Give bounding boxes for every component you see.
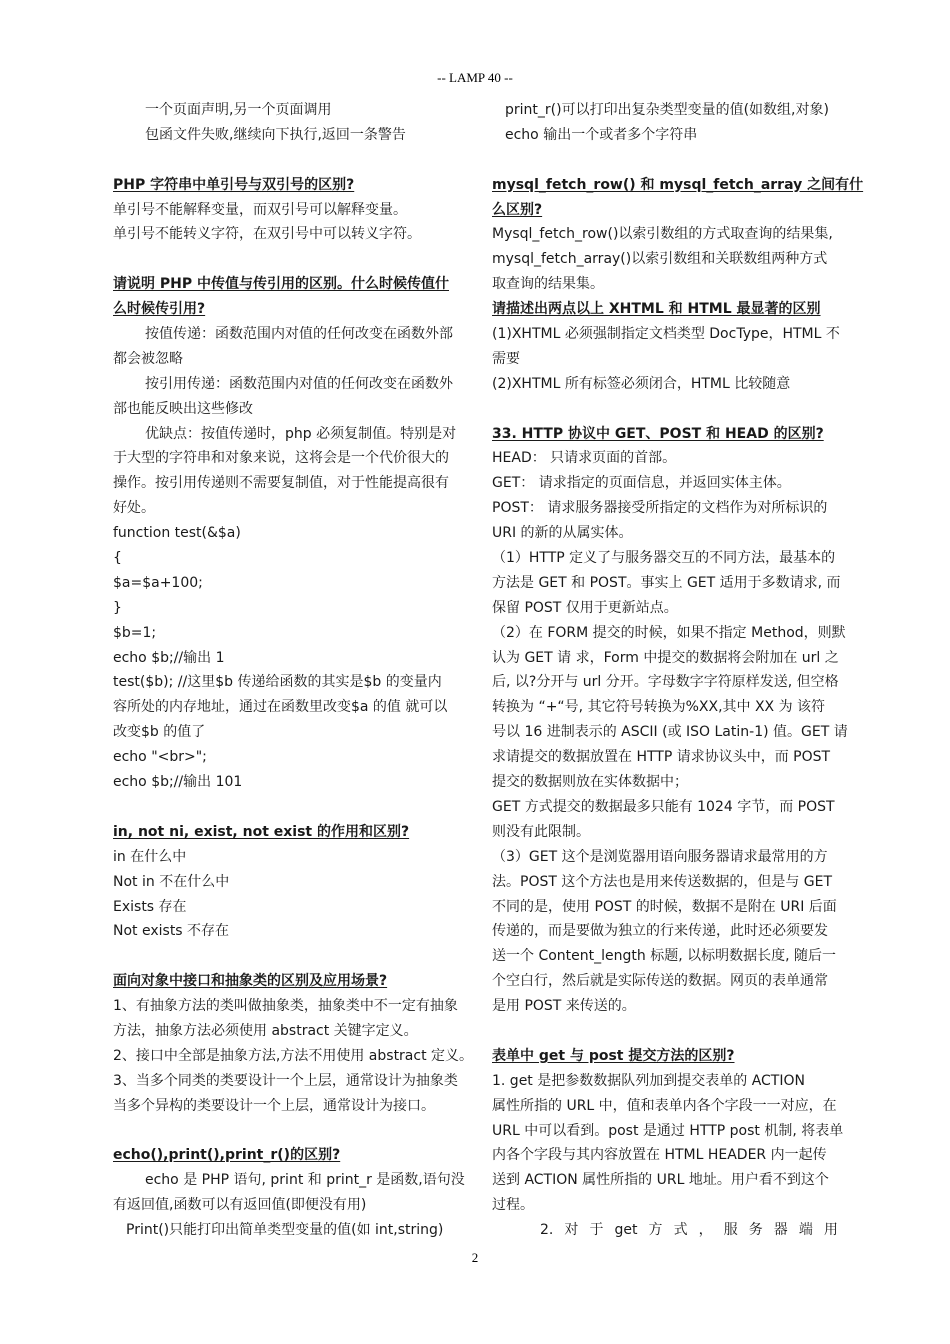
- text-line: GET 方式提交的数据最多只能有 1024 字节，而 POST: [492, 798, 835, 815]
- text-line: 1、有抽象方法的类叫做抽象类，抽象类中不一定有抽象: [113, 998, 458, 1015]
- spacer: [492, 397, 838, 422]
- text-line: 送到 ACTION 属性所指的 URL 地址。用户看不到这个: [492, 1172, 829, 1189]
- text-line: 都会被忽略: [113, 350, 183, 367]
- left-column: [113, 98, 474, 1243]
- word: 端: [798, 1222, 813, 1239]
- text-line: 个空白行，然后就是实际传送的数据。网页的表单通常: [492, 973, 828, 990]
- text-line: 一个页面声明,另一个页面调用: [145, 102, 332, 118]
- spacer: [113, 1119, 465, 1144]
- word: 2.: [540, 1222, 554, 1239]
- text-line: 方法，抽象方法必须使用 abstract 关键字定义。: [113, 1022, 418, 1039]
- text-line: 有返回值,函数可以有返回值(即便没有用): [113, 1197, 367, 1214]
- text-line: 保留 POST 仅用于更新站点。: [492, 599, 678, 616]
- code-line: {: [113, 550, 122, 567]
- question-heading: echo(),print(),print_r()的区别?: [113, 1147, 341, 1164]
- question-heading: 么时候传引用?: [113, 301, 206, 318]
- text-line: （3）GET 这个是浏览器用语向服务器请求最常用的方: [492, 848, 828, 865]
- text-line: 包函文件失败,继续向下执行,返回一条警告: [145, 126, 406, 143]
- text-line: print_r()可以打印出复杂类型变量的值(如数组,对象): [505, 102, 829, 118]
- word: 器: [773, 1222, 788, 1239]
- text-line: POST： 请求服务器接受所指定的文档作为对所标识的: [492, 500, 828, 517]
- question-heading: 请描述出两点以上 XHTML 和 HTML 最显著的区别: [492, 301, 821, 318]
- word: 式: [673, 1222, 688, 1239]
- question-heading: 表单中 get 与 post 提交方法的区别?: [492, 1047, 735, 1064]
- text-line: 3、当多个同类的类要设计一个上层，通常设计为抽象类: [113, 1072, 458, 1089]
- text-line: （2）在 FORM 提交的时候，如果不指定 Method，则默: [492, 624, 846, 641]
- right-column: [492, 98, 864, 1243]
- text-line: 过程。: [492, 1197, 534, 1214]
- text-line: 好处。: [113, 500, 155, 517]
- text-line: (1)XHTML 必须强制指定文档类型 DocType，HTML 不: [492, 326, 840, 343]
- text-line: 提交的数据则放在实体数据中；: [492, 774, 688, 791]
- word: 于: [589, 1222, 604, 1239]
- text-line: 优缺点：按值传递时，php 必须复制值。特别是对: [145, 425, 457, 442]
- code-line: 容所处的内存地址，通过在函数里改变$a 的值 就可以: [113, 699, 448, 716]
- justified-line: [492, 1218, 838, 1243]
- code-line: 改变$b 的值了: [113, 724, 206, 741]
- spacer: [113, 247, 465, 272]
- text-line: 不同的是，使用 POST 的时候，数据不是附在 URI 后面: [492, 898, 837, 915]
- question-heading: PHP 字符串中单引号与双引号的区别?: [113, 176, 355, 193]
- text-line: 需要: [492, 350, 520, 367]
- code-line: }: [113, 599, 122, 616]
- text-line: 1. get 是把参数数据队列加到提交表单的 ACTION: [492, 1072, 805, 1089]
- text-line: echo 输出一个或者多个字符串: [505, 126, 698, 143]
- text-line: 求请提交的数据放置在 HTTP 请求协议头中，而 POST: [492, 749, 831, 766]
- text-line: 2、接口中全部是抽象方法,方法不用使用 abstract 定义。: [113, 1047, 474, 1064]
- word: 服: [723, 1222, 738, 1239]
- text-line: 取查询的结果集。: [492, 276, 604, 293]
- text-line: mysql_fetch_array()以索引数组和关联数组两种方式: [492, 251, 828, 268]
- text-line: （1）HTTP 定义了与服务器交互的不同方法，最基本的: [492, 550, 836, 567]
- text-line: 后, 以?分开与 url 分开。字母数字字符原样发送, 但空格: [492, 674, 839, 691]
- question-heading: 么区别?: [492, 201, 543, 218]
- text-line: echo 是 PHP 语句, print 和 print_r 是函数,语句没: [145, 1172, 465, 1189]
- spacer: [113, 944, 465, 969]
- spacer: [492, 1019, 838, 1044]
- word: 对: [564, 1222, 579, 1239]
- word: 方: [648, 1222, 663, 1239]
- code-line: $a=$a+100;: [113, 574, 203, 591]
- text-line: URI 的新的从属实体。: [492, 525, 633, 542]
- spacer: [492, 148, 838, 173]
- question-heading: 请说明 PHP 中传值与传引用的区别。什么时候传值什: [113, 276, 449, 293]
- question-heading: in, not ni, exist, not exist 的作用和区别?: [113, 823, 410, 840]
- text-line: Not in 不在什么中: [113, 873, 230, 890]
- text-line: HEAD： 只请求页面的首部。: [492, 450, 677, 467]
- question-heading: 面向对象中接口和抽象类的区别及应用场景?: [113, 973, 388, 990]
- text-line: 于大型的字符串和对象来说，这将会是一个代价很大的: [113, 450, 449, 467]
- question-heading: mysql_fetch_row() 和 mysql_fetch_array 之间有什: [492, 176, 864, 193]
- code-line: echo $b;//输出 1: [113, 649, 225, 666]
- text-line: 法。POST 这个方法也是用来传送数据的，但是与 GET: [492, 873, 833, 890]
- question-heading: 33. HTTP 协议中 GET、POST 和 HEAD 的区别?: [492, 425, 824, 442]
- text-line: GET： 请求指定的页面信息，并返回实体主体。: [492, 475, 791, 492]
- text-line: 送一个 Content_length 标题, 以标明数据长度, 随后一: [492, 948, 837, 965]
- text-line: URL 中可以看到。post 是通过 HTTP post 机制, 将表单: [492, 1122, 844, 1139]
- word: ，: [698, 1222, 713, 1239]
- text-line: Not exists 不存在: [113, 923, 230, 940]
- text-line: 当多个异构的类要设计一个上层，通常设计为接口。: [113, 1097, 435, 1114]
- code-line: echo "<br>";: [113, 749, 207, 766]
- text-line: 按值传递：函数范围内对值的任何改变在函数外部: [145, 326, 453, 343]
- code-line: $b=1;: [113, 624, 157, 641]
- text-line: 单引号不能解释变量，而双引号可以解释变量。: [113, 201, 407, 218]
- text-line: (2)XHTML 所有标签必须闭合，HTML 比较随意: [492, 375, 791, 392]
- text-line: 单引号不能转义字符，在双引号中可以转义字符。: [113, 226, 421, 243]
- spacer: [113, 795, 465, 820]
- text-line: 号以 16 进制表示的 ASCII (或 ISO Latin-1) 值。GET 请: [492, 724, 848, 741]
- spacer: [113, 148, 465, 173]
- text-line: 认为 GET 请 求，Form 中提交的数据将会附加在 url 之: [492, 649, 839, 666]
- text-line: 部也能反映出这些修改: [113, 400, 253, 417]
- text-line: 操作。按引用传递则不需要复制值，对于性能提高很有: [113, 475, 449, 492]
- page-number: 2: [471, 1250, 479, 1265]
- page-header: -- LAMP 40 --: [437, 70, 513, 85]
- word: 用: [823, 1222, 838, 1239]
- text-line: 则没有此限制。: [492, 823, 590, 840]
- text-line: Exists 存在: [113, 898, 187, 915]
- text-line: 传递的，而是要做为独立的行来传递，此时还必须要发: [492, 923, 828, 940]
- text-line: Print()只能打印出简单类型变量的值(如 int,string): [126, 1222, 444, 1239]
- word: 务: [748, 1222, 763, 1239]
- code-line: function test(&$a): [113, 525, 241, 542]
- text-line: 是用 POST 来传送的。: [492, 998, 636, 1015]
- text-line: 方法是 GET 和 POST。事实上 GET 适用于多数请求, 而: [492, 574, 841, 591]
- code-line: test($b); //这里$b 传递给函数的其实是$b 的变量内: [113, 674, 442, 691]
- code-line: echo $b;//输出 101: [113, 774, 243, 791]
- text-line: 转换为 “+“号, 其它符号转换为%XX,其中 XX 为 该符: [492, 699, 826, 716]
- text-line: 按引用传递：函数范围内对值的任何改变在函数外: [145, 375, 453, 392]
- text-line: 内各个字段与其内容放置在 HTML HEADER 内一起传: [492, 1147, 827, 1164]
- text-line: in 在什么中: [113, 848, 187, 865]
- text-line: Mysql_fetch_row()以索引数组的方式取查询的结果集,: [492, 226, 833, 243]
- word: get: [614, 1222, 638, 1239]
- text-line: 属性所指的 URL 中，值和表单内各个字段一一对应，在: [492, 1097, 837, 1114]
